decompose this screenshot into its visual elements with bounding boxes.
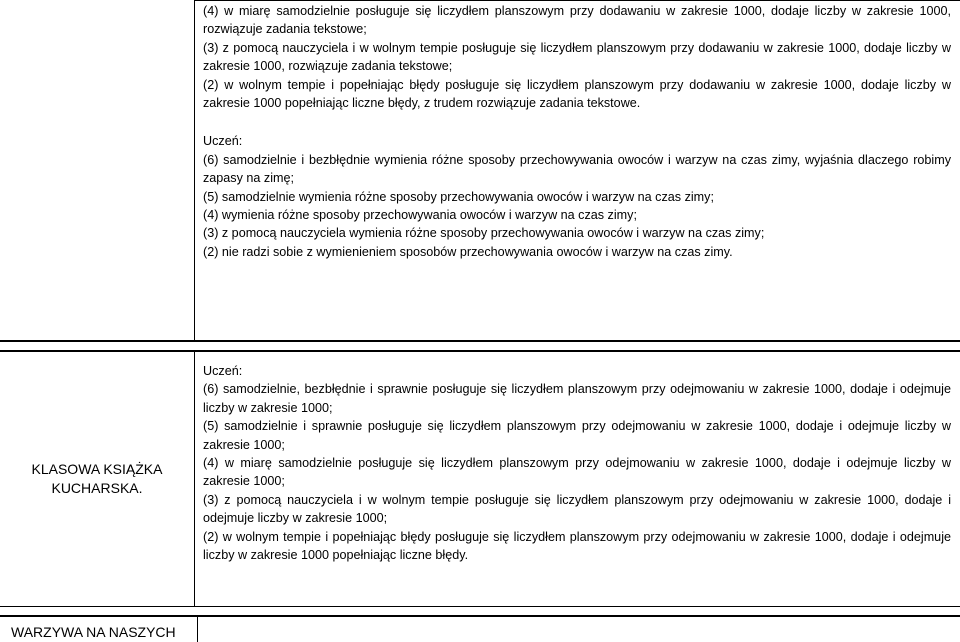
row-divider-1: [0, 340, 960, 342]
criteria-item: (6) samodzielnie, bezbłędnie i sprawnie posługuje się liczydłem planszowym przy odejmowaniu w zakresie 1000, dodaje i odejmuje liczby w zakresie 1000;: [203, 382, 951, 415]
table-border-left-upper: [194, 0, 195, 340]
criteria-item: (2) w wolnym tempie i popełniając błędy posługuje się liczydłem planszowym przy dodawaniu w zakresie 1000, dodaje liczby w zakresie 1000 popełniając liczne błędy, z trudem rozwiązuje zadania tekstowe.: [203, 77, 951, 111]
row-divider-4: [0, 615, 960, 617]
criteria-item: (4) wymienia różne sposoby przechowywania owoców i warzyw na czas zimy;: [203, 208, 637, 223]
criteria-item: (3) z pomocą nauczyciela wymienia różne sposoby przechowywania owoców i warzyw na czas zimy;: [203, 226, 765, 241]
table-border-top: [194, 0, 960, 1]
section-label: KLASOWA KSIĄŻKA KUCHARSKA.: [31, 461, 163, 496]
criteria-item: (4) w miarę samodzielnie posługuje się liczydłem planszowym przy odejmowaniu w zakresie 1000, dodaje i odejmuje liczby w zakresie 1000;: [203, 456, 951, 489]
criteria-item: (2) w wolnym tempie i popełniając błędy posługuje się liczydłem planszowym przy odejmowaniu w zakresie 1000, dodaje i odejmuje liczby w zakresie 1000 popełniając liczne błędy.: [203, 529, 951, 563]
criteria-item: (6) samodzielnie i bezbłędnie wymienia różne sposoby przechowywania owoców i warzyw na czas zimy, wyjaśnia dlaczego robimy zapasy na zimę;: [203, 152, 951, 186]
criteria-item: (5) samodzielnie wymienia różne sposoby przechowywania owoców i warzyw na czas zimy;: [203, 189, 714, 204]
column-divider-bottom: [197, 617, 198, 642]
subtraction-criteria-cell: [203, 362, 951, 564]
criteria-item: (3) z pomocą nauczyciela i w wolnym tempie posługuje się liczydłem planszowym przy odejmowaniu w zakresie 1000, dodaje i odejmuje liczby w zakresie 1000;: [203, 492, 951, 526]
row-divider-3: [0, 606, 960, 607]
column-divider: [194, 352, 195, 606]
bottom-section-label: WARZYWA NA NASZYCH: [11, 624, 176, 640]
student-heading: Uczeń:: [203, 134, 243, 149]
criteria-item: (4) w miarę samodzielnie posługuje się liczydłem planszowym przy dodawaniu w zakresie 1000, dodaje liczby w zakresie 1000, rozwiązuje zadania tekstowe;: [203, 4, 951, 37]
student-heading: Uczeń:: [203, 364, 243, 378]
criteria-item: (3) z pomocą nauczyciela i w wolnym tempie posługuje się liczydłem planszowym przy dodawaniu w zakresie 1000, dodaje liczby w zakresie 1000, rozwiązuje zadania tekstowe;: [203, 40, 951, 74]
criteria-item: (5) samodzielnie i sprawnie posługuje się liczydłem planszowym przy odejmowaniu w zakresie 1000, dodaje i odejmuje liczby w zakresie 1000;: [203, 419, 951, 452]
criteria-item: (2) nie radzi sobie z wymienieniem sposobów przechowywania owoców i warzyw na czas zimy.: [203, 244, 733, 259]
section-label-cell: [0, 352, 194, 606]
addition-criteria-cell: [203, 2, 951, 261]
